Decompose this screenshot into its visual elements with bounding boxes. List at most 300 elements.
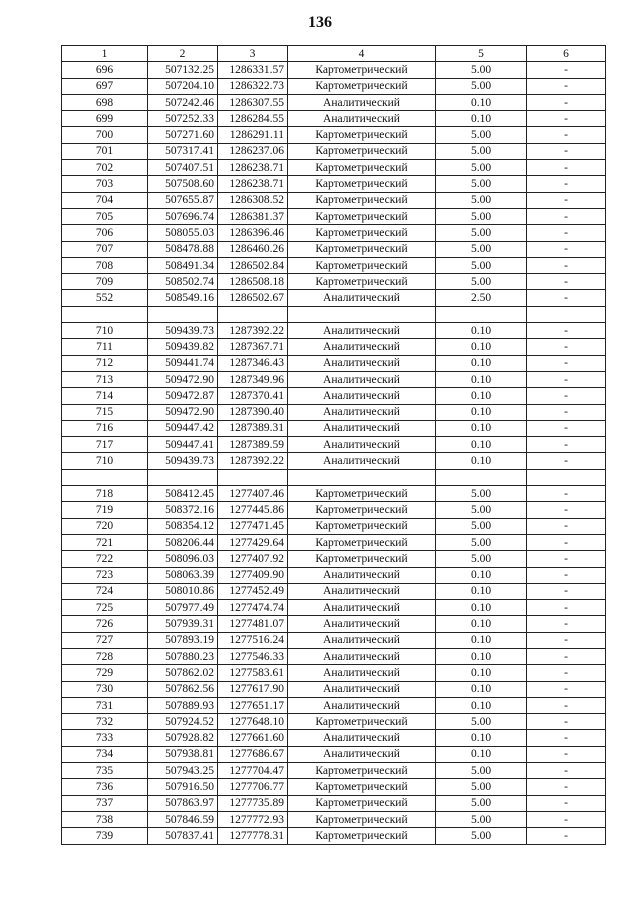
table-row [62,697,606,713]
table-cell: 5.00 [436,828,527,844]
table-cell: - [527,323,606,339]
table-cell: 507407.51 [148,160,218,176]
table-cell: 0.10 [436,632,527,648]
table-cell: 1277407.92 [218,551,288,567]
table-row [62,192,606,208]
table-cell: Картометрический [288,160,436,176]
table-row [62,648,606,664]
table-row [62,437,606,453]
table-cell: 732 [62,714,148,730]
table-cell: Картометрический [288,225,436,241]
table-cell: Аналитический [288,290,436,306]
table-cell: 1286396.46 [218,225,288,241]
table-cell: 5.00 [436,274,527,290]
table-cell: 5.00 [436,763,527,779]
table-cell: 0.10 [436,665,527,681]
table-cell: - [527,274,606,290]
table-cell: 725 [62,600,148,616]
table-cell: Картометрический [288,518,436,534]
table-cell: 1287389.59 [218,437,288,453]
table-cell: 508478.88 [148,241,218,257]
table-cell: 1287346.43 [218,355,288,371]
table-cell: 5.00 [436,160,527,176]
table-cell: 507939.31 [148,616,218,632]
table-cell: 719 [62,502,148,518]
table-cell [436,306,527,322]
table-cell: 507880.23 [148,648,218,664]
table-cell: 0.10 [436,420,527,436]
table-cell: 507696.74 [148,208,218,224]
table-row [62,469,606,485]
table-cell: 1286331.57 [218,62,288,78]
table-cell: Аналитический [288,437,436,453]
table-cell: Картометрический [288,257,436,273]
table-cell: Аналитический [288,746,436,762]
table-cell: Картометрический [288,78,436,94]
table-cell: 1287389.31 [218,420,288,436]
table-cell: 1277772.93 [218,811,288,827]
table-cell: 733 [62,730,148,746]
table-row [62,208,606,224]
table-cell: 720 [62,518,148,534]
table-row [62,518,606,534]
table-cell: 703 [62,176,148,192]
table-cell: 5.00 [436,551,527,567]
table-cell: 507924.52 [148,714,218,730]
table-cell: - [527,339,606,355]
table-cell: 706 [62,225,148,241]
table-cell: 0.10 [436,730,527,746]
table-cell: 1277648.10 [218,714,288,730]
table-cell: 1286284.55 [218,111,288,127]
table-cell: 707 [62,241,148,257]
table-cell: Картометрический [288,143,436,159]
table-cell: 0.10 [436,371,527,387]
header-cell: 2 [148,46,218,62]
table-cell: Аналитический [288,665,436,681]
table-cell: 716 [62,420,148,436]
table-row [62,257,606,273]
table-cell: - [527,453,606,469]
table-cell: 1277661.60 [218,730,288,746]
table-cell: 5.00 [436,208,527,224]
table-cell: 0.10 [436,388,527,404]
table-cell: 508354.12 [148,518,218,534]
table-cell: 0.10 [436,404,527,420]
table-cell: 1277706.77 [218,779,288,795]
table-cell: Аналитический [288,339,436,355]
table-row [62,632,606,648]
table-cell: 507928.82 [148,730,218,746]
table-row [62,600,606,616]
table-cell: 5.00 [436,534,527,550]
table-cell: 722 [62,551,148,567]
header-cell: 4 [288,46,436,62]
table-cell: 509447.42 [148,420,218,436]
table-cell: 507862.02 [148,665,218,681]
table-cell: 1286508.18 [218,274,288,290]
table-cell [148,306,218,322]
table-cell: - [527,763,606,779]
table-cell: 1287390.40 [218,404,288,420]
table-cell: 508549.16 [148,290,218,306]
table-cell: 509472.87 [148,388,218,404]
table-cell [218,469,288,485]
table-cell: 734 [62,746,148,762]
table-cell: 736 [62,779,148,795]
table-cell: Картометрический [288,192,436,208]
table-row [62,730,606,746]
table-cell: 718 [62,486,148,502]
table-cell: 1277471.45 [218,518,288,534]
table-cell: Картометрический [288,241,436,257]
table-row [62,486,606,502]
table-cell: - [527,437,606,453]
table-cell: 1277651.17 [218,697,288,713]
table-cell: 0.10 [436,437,527,453]
table-cell: 714 [62,388,148,404]
table-cell: 508010.86 [148,583,218,599]
table-body [62,62,606,844]
table-cell: - [527,567,606,583]
table-cell: - [527,583,606,599]
table-cell: 509439.73 [148,323,218,339]
table-cell: 507862.56 [148,681,218,697]
table-cell: 1286238.71 [218,176,288,192]
table-cell [218,306,288,322]
table-cell: 0.10 [436,648,527,664]
table-cell: - [527,632,606,648]
table-cell: 737 [62,795,148,811]
table-cell: 509472.90 [148,371,218,387]
table-cell: 5.00 [436,795,527,811]
table-cell: 705 [62,208,148,224]
table-cell: - [527,681,606,697]
table-cell [288,469,436,485]
table-cell: - [527,697,606,713]
table-cell: 507837.41 [148,828,218,844]
table-cell: 1277409.90 [218,567,288,583]
table-cell: 715 [62,404,148,420]
table-cell: 5.00 [436,257,527,273]
table-cell: 507893.19 [148,632,218,648]
coordinates-table [61,45,606,845]
table-cell: 0.10 [436,323,527,339]
table-cell: 0.10 [436,355,527,371]
table-cell: 5.00 [436,225,527,241]
table-cell: 1277546.33 [218,648,288,664]
table-cell: 712 [62,355,148,371]
table-cell: 509447.41 [148,437,218,453]
table-row [62,323,606,339]
table-cell: 723 [62,567,148,583]
table-cell: Аналитический [288,681,436,697]
table-cell: - [527,486,606,502]
table-row [62,779,606,795]
table-cell: - [527,518,606,534]
table-cell: 507863.97 [148,795,218,811]
table-cell: 507916.50 [148,779,218,795]
table-cell: - [527,94,606,110]
table-cell: 509439.73 [148,453,218,469]
table-cell [148,469,218,485]
table-cell: 717 [62,437,148,453]
table-cell: Аналитический [288,94,436,110]
table-row [62,551,606,567]
table-cell: - [527,208,606,224]
table-cell: 0.10 [436,616,527,632]
table-cell: 702 [62,160,148,176]
table-cell: 507889.93 [148,697,218,713]
table-cell: - [527,371,606,387]
table-cell: Аналитический [288,388,436,404]
table-cell: Картометрический [288,763,436,779]
table-cell: 0.10 [436,583,527,599]
table-cell: 0.10 [436,567,527,583]
table-cell: 1277407.46 [218,486,288,502]
table-row [62,241,606,257]
table-row [62,62,606,78]
table-cell: 739 [62,828,148,844]
table-cell: Аналитический [288,111,436,127]
table-cell: 1277583.61 [218,665,288,681]
table-cell [527,306,606,322]
table-row [62,616,606,632]
header-cell: 3 [218,46,288,62]
table-cell: - [527,404,606,420]
table-cell: 5.00 [436,78,527,94]
table-cell: Картометрический [288,828,436,844]
table-row [62,534,606,550]
table-cell: Аналитический [288,697,436,713]
table-cell: 507317.41 [148,143,218,159]
table-cell: Аналитический [288,730,436,746]
table-row [62,111,606,127]
table-cell: - [527,779,606,795]
table-cell: 724 [62,583,148,599]
table-cell: 0.10 [436,746,527,762]
table-cell: 2.50 [436,290,527,306]
table-cell: 1286308.52 [218,192,288,208]
table-cell: 708 [62,257,148,273]
table-cell: 1286307.55 [218,94,288,110]
table-cell: 507271.60 [148,127,218,143]
table-cell: Аналитический [288,583,436,599]
table-cell: 731 [62,697,148,713]
table-cell: - [527,665,606,681]
table-cell: 696 [62,62,148,78]
header-cell: 6 [527,46,606,62]
table-cell: 1277474.74 [218,600,288,616]
table-cell: - [527,828,606,844]
table-cell: - [527,111,606,127]
table-cell [62,306,148,322]
table-row [62,404,606,420]
table-cell: 1277617.90 [218,681,288,697]
table-row [62,795,606,811]
table-cell: 508491.34 [148,257,218,273]
page-number: 136 [308,14,332,31]
table-cell: 1277481.07 [218,616,288,632]
table-cell: - [527,143,606,159]
table-row [62,583,606,599]
table-cell: 1277516.24 [218,632,288,648]
table-cell: - [527,795,606,811]
table-row [62,371,606,387]
table-cell: Аналитический [288,404,436,420]
table-row [62,143,606,159]
table-row [62,828,606,844]
table-row [62,127,606,143]
table-cell: 0.10 [436,453,527,469]
table-cell: 507508.60 [148,176,218,192]
table-cell: 5.00 [436,811,527,827]
table-cell: Аналитический [288,616,436,632]
table-cell: Картометрический [288,779,436,795]
table-row [62,567,606,583]
table-cell: 5.00 [436,502,527,518]
table-cell: - [527,225,606,241]
table-cell: 697 [62,78,148,94]
table-cell: 508412.45 [148,486,218,502]
table-cell: 711 [62,339,148,355]
table-cell: - [527,648,606,664]
table-cell: Картометрический [288,208,436,224]
header-cell: 1 [62,46,148,62]
table-cell: Картометрический [288,62,436,78]
table-cell: 509439.82 [148,339,218,355]
table-row [62,502,606,518]
table-cell: 1277452.49 [218,583,288,599]
table-cell: Аналитический [288,632,436,648]
table-cell: Аналитический [288,355,436,371]
table-cell: Картометрический [288,176,436,192]
table-cell: 508096.03 [148,551,218,567]
table-cell: 5.00 [436,127,527,143]
table-cell: 508055.03 [148,225,218,241]
table-cell: 509472.90 [148,404,218,420]
table-cell: 701 [62,143,148,159]
table-row [62,746,606,762]
table-cell: - [527,290,606,306]
header-cell: 5 [436,46,527,62]
table-cell: 1286381.37 [218,208,288,224]
table-cell: 1277704.47 [218,763,288,779]
table-cell: 507977.49 [148,600,218,616]
table-cell: 730 [62,681,148,697]
table-row [62,665,606,681]
table-cell: 5.00 [436,779,527,795]
table-row [62,681,606,697]
table-row [62,388,606,404]
table-cell: 0.10 [436,111,527,127]
table-row [62,160,606,176]
table-cell: 507846.59 [148,811,218,827]
table-row [62,811,606,827]
table-cell: 1287367.71 [218,339,288,355]
table-row [62,453,606,469]
table-cell: 1287392.22 [218,453,288,469]
table-cell: - [527,127,606,143]
table-cell: 1286237.06 [218,143,288,159]
table-cell: 507938.81 [148,746,218,762]
table-cell: Аналитический [288,600,436,616]
table-cell: 0.10 [436,697,527,713]
table-cell: Картометрический [288,795,436,811]
table-cell: Картометрический [288,811,436,827]
table-cell: 0.10 [436,681,527,697]
table-cell: - [527,730,606,746]
table-cell: 1287370.41 [218,388,288,404]
table-cell [288,306,436,322]
table-cell: 738 [62,811,148,827]
table-cell: - [527,192,606,208]
table-cell: 0.10 [436,600,527,616]
table-cell: 507252.33 [148,111,218,127]
table-cell: 507204.10 [148,78,218,94]
table-cell: - [527,160,606,176]
table-cell: 5.00 [436,241,527,257]
table-row [62,94,606,110]
table-cell: - [527,811,606,827]
table-cell: 5.00 [436,62,527,78]
table-cell: 507655.87 [148,192,218,208]
table-cell: 5.00 [436,714,527,730]
table-row [62,290,606,306]
table-cell: - [527,388,606,404]
table-cell: 507132.25 [148,62,218,78]
table-cell: - [527,176,606,192]
table-cell: Картометрический [288,486,436,502]
table-cell: 1277429.64 [218,534,288,550]
table-cell: 508372.16 [148,502,218,518]
table-cell: - [527,600,606,616]
table-cell: 1286460.26 [218,241,288,257]
table-cell: 700 [62,127,148,143]
table-cell: 729 [62,665,148,681]
table-cell: 1277686.67 [218,746,288,762]
table-row [62,274,606,290]
table-cell: 0.10 [436,339,527,355]
table-cell [436,469,527,485]
table-cell: 0.10 [436,94,527,110]
table-cell: - [527,551,606,567]
table-cell: 509441.74 [148,355,218,371]
table-cell: 508206.44 [148,534,218,550]
table-cell: 5.00 [436,143,527,159]
table-row [62,78,606,94]
table-cell: 721 [62,534,148,550]
table-cell: Картометрический [288,534,436,550]
table-cell: 698 [62,94,148,110]
table-cell: - [527,714,606,730]
table-row [62,176,606,192]
table-cell: - [527,534,606,550]
table-cell: Картометрический [288,502,436,518]
table-cell: - [527,355,606,371]
table-cell: 699 [62,111,148,127]
table-cell: - [527,502,606,518]
table-cell: Аналитический [288,567,436,583]
table-cell: 1277778.31 [218,828,288,844]
table-cell: 726 [62,616,148,632]
table-cell: Аналитический [288,420,436,436]
table-cell [62,469,148,485]
table-cell: - [527,616,606,632]
table-cell: 713 [62,371,148,387]
table-row [62,763,606,779]
table-row [62,225,606,241]
